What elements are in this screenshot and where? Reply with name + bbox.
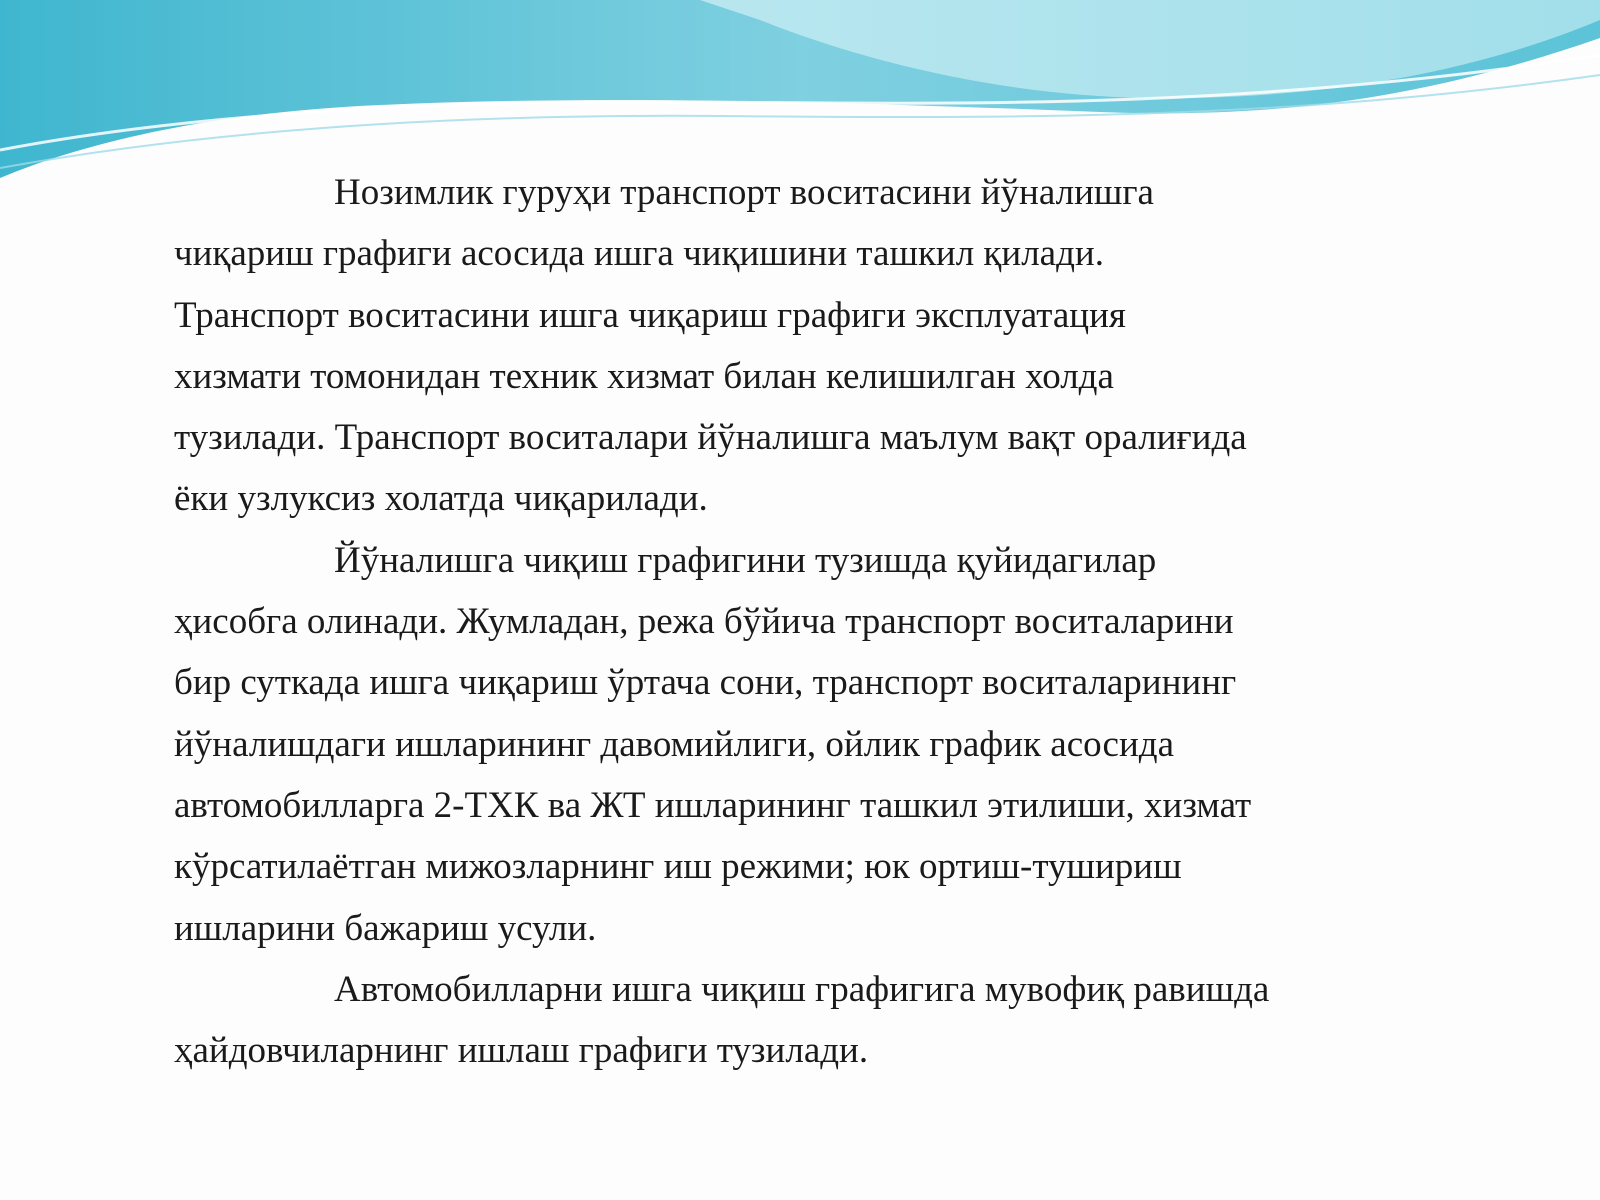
paragraph-line: Автомобилларни ишга чиқиш графигига мувофиқ равишда [334,968,1270,1010]
paragraph-line: тузилади. Транспорт воситалари йўналишга маълум вақт оралиғида [174,417,1247,459]
paragraph-line: бир суткада ишга чиқариш ўртача сони, транспорт воситаларининг [174,662,1237,704]
paragraph-line: ҳисобга олинади. Жумладан, режа бўйича транспорт воситаларини [174,601,1234,643]
paragraph-line: чиқариш графиги асосида ишга чиқишини ташкил қилади. [174,233,1104,275]
body-text [174,162,1474,1081]
paragraph-line: Транспорт воситасини ишга чиқариш графиги эксплуатация [174,294,1126,336]
paragraph-line: ишларини бажариш усули. [174,907,597,949]
paragraph-line: Нозимлик гуруҳи транспорт воситасини йўналишга [334,172,1154,213]
paragraph-line: йўналишдаги ишларининг давомийлиги, ойлик график асосида [174,723,1175,765]
paragraph-line: хизмати томонидан техник хизмат билан келишилган холда [174,355,1114,397]
paragraph-line: ҳайдовчиларнинг ишлаш графиги тузилади. [174,1030,869,1072]
paragraph-line: кўрсатилаётган мижозларнинг иш режими; юк ортиш-тушириш [174,846,1182,888]
paragraph-line: автомобилларга 2-ТХК ва ЖТ ишларининг ташкил этилиши, хизмат [174,784,1252,826]
paragraph-line: Йўналишга чиқиш графигини тузишда қуйидагилар [334,539,1157,581]
paragraph-line: ёки узлуксиз холатда чиқарилади. [174,478,708,520]
